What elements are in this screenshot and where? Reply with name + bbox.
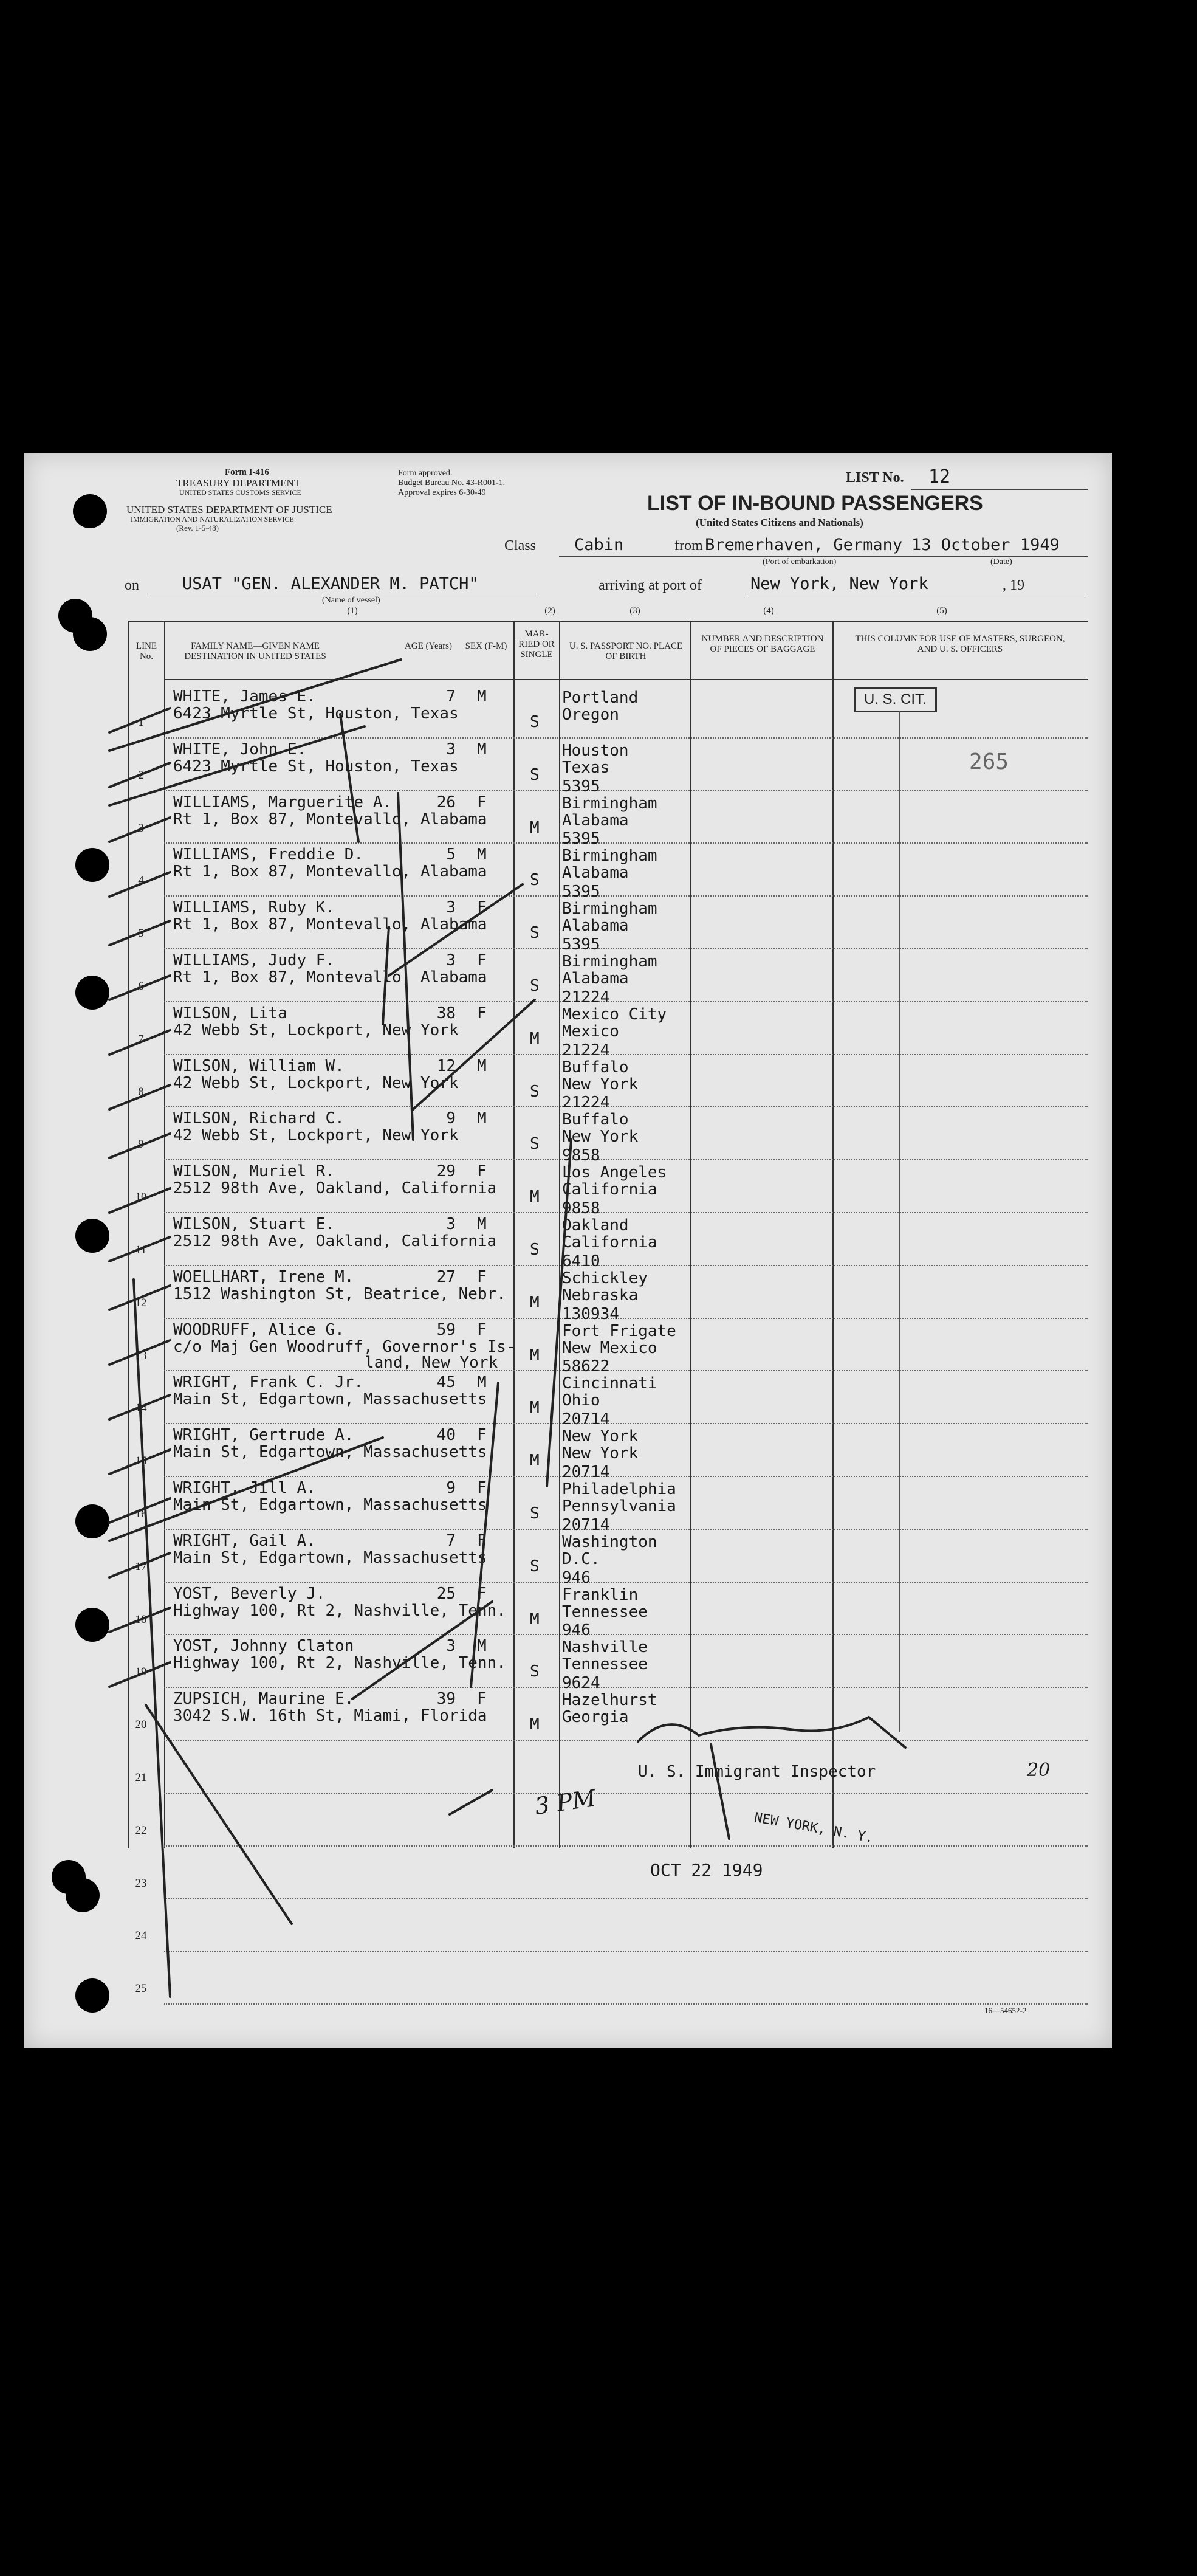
passenger-age: 3 xyxy=(446,740,456,759)
arrival-port: New York, New York xyxy=(750,574,928,593)
passenger-age: 45 xyxy=(436,1373,456,1392)
passenger-marital-status: M xyxy=(530,1452,540,1470)
col-number: (3) xyxy=(629,606,640,616)
line-number: 14 xyxy=(135,1402,147,1415)
col-age: AGE (Years) xyxy=(404,641,453,651)
birth-place-region: Ohio xyxy=(562,1391,600,1410)
passenger-marital-status: S xyxy=(530,924,540,943)
passport-number: 21224 xyxy=(562,1041,610,1059)
passenger-age: 3 xyxy=(446,951,456,969)
dept-ins: IMMIGRATION AND NATURALIZATION SERVICE xyxy=(131,515,294,523)
line-number: 2 xyxy=(138,768,144,782)
col-officers: THIS COLUMN FOR USE OF MASTERS, SURGEON, AND U. S. OFFICERS xyxy=(855,634,1065,654)
passenger-marital-status: S xyxy=(530,1135,540,1154)
passenger-name: WILSON, Richard C. xyxy=(173,1109,345,1128)
form-number: Form I-416 xyxy=(225,467,269,477)
passenger-name: WILSON, Lita xyxy=(173,1004,287,1022)
col-baggage: NUMBER AND DESCRIPTION OF PIECES OF BAGGAGE xyxy=(701,634,824,654)
passenger-sex: M xyxy=(477,1109,487,1128)
list-no-value: 12 xyxy=(928,466,951,487)
birth-place-region: Texas xyxy=(562,758,610,777)
manifest-page xyxy=(24,453,1112,2048)
birth-place-city: Nashville xyxy=(562,1638,648,1657)
passenger-name: WILLIAMS, Marguerite A. xyxy=(173,793,393,811)
passport-number: 5395 xyxy=(562,830,600,849)
passport-number: 9624 xyxy=(562,1674,600,1693)
passenger-age: 38 xyxy=(436,1004,456,1022)
passenger-name: WOODRUFF, Alice G. xyxy=(173,1320,345,1339)
passenger-sex: M xyxy=(477,1637,487,1656)
dept-treasury: TREASURY DEPARTMENT xyxy=(176,477,301,489)
birth-place-region: Alabama xyxy=(562,864,629,883)
dept-justice: UNITED STATES DEPARTMENT OF JUSTICE xyxy=(126,504,332,515)
passenger-sex: F xyxy=(477,1162,487,1181)
passport-number: 58622 xyxy=(562,1357,610,1376)
passenger-address: 2512 98th Ave, Oakland, California xyxy=(173,1232,497,1250)
birth-place-region: New York xyxy=(562,1128,639,1146)
passenger-address: 42 Webb St, Lockport, New York xyxy=(173,1073,459,1092)
col-number: (5) xyxy=(936,606,947,616)
passenger-name: WOELLHART, Irene M. xyxy=(173,1267,354,1286)
passenger-marital-status: M xyxy=(530,1029,540,1048)
birth-place-region: New York xyxy=(562,1444,639,1463)
passport-number: 20714 xyxy=(562,1410,610,1429)
col-number: (4) xyxy=(763,606,774,616)
list-no-label: LIST No. xyxy=(846,470,904,486)
passport-number: 5395 xyxy=(562,935,600,954)
passenger-sex: F xyxy=(477,1267,487,1286)
passenger-sex: F xyxy=(477,1320,487,1339)
passenger-marital-status: M xyxy=(530,1346,540,1365)
passenger-address: Main St, Edgartown, Massachusetts xyxy=(173,1548,487,1567)
passenger-marital-status: S xyxy=(530,977,540,995)
birth-place-city: Philadelphia xyxy=(562,1480,676,1498)
passenger-sex: M xyxy=(477,845,487,864)
col-number: (2) xyxy=(544,606,555,616)
passport-number: 5395 xyxy=(562,777,600,796)
birth-place-city: Hazelhurst xyxy=(562,1691,657,1710)
passport-number: 20714 xyxy=(562,1463,610,1481)
passenger-sex: M xyxy=(477,1056,487,1075)
passenger-sex: F xyxy=(477,1584,487,1603)
birth-place-city: Buffalo xyxy=(562,1058,629,1076)
passenger-age: 7 xyxy=(446,687,456,706)
passport-number: 9858 xyxy=(562,1146,600,1165)
passenger-address: 42 Webb St, Lockport, New York xyxy=(173,1126,459,1145)
passenger-age: 40 xyxy=(436,1426,456,1445)
passenger-age: 12 xyxy=(436,1056,456,1075)
birth-place-region: California xyxy=(562,1180,657,1199)
passport-number: 21224 xyxy=(562,1093,610,1112)
approval-line: Approval expires 6-30-49 xyxy=(398,488,486,497)
passenger-address: Highway 100, Rt 2, Nashville, Tenn. xyxy=(173,1654,506,1673)
birth-place-region: Alabama xyxy=(562,917,629,935)
passenger-address: Main St, Edgartown, Massachusetts xyxy=(173,1443,487,1462)
arriving-label: arriving at port of xyxy=(598,577,702,593)
passport-number: 130934 xyxy=(562,1304,619,1323)
passenger-name: WHITE, John E. xyxy=(173,740,307,759)
passenger-name: WRIGHT, Jill A. xyxy=(173,1479,316,1497)
birth-place-region: California xyxy=(562,1233,657,1252)
passport-number: 946 xyxy=(562,1568,591,1587)
passenger-sex: F xyxy=(477,793,487,811)
line-number: 9 xyxy=(138,1138,144,1151)
page-subtitle: (United States Citizens and Nationals) xyxy=(696,517,863,528)
handwritten-time: 3 PM xyxy=(533,1785,598,1820)
page-title: LIST OF IN-BOUND PASSENGERS xyxy=(647,492,983,515)
line-number: 13 xyxy=(135,1349,147,1362)
birth-place-city: Los Angeles xyxy=(562,1163,667,1182)
passenger-marital-status: M xyxy=(530,1399,540,1417)
embark-date: 13 October 1949 xyxy=(911,536,1060,554)
line-number: 18 xyxy=(135,1613,147,1626)
col-number: (1) xyxy=(347,606,358,616)
line-number: 8 xyxy=(138,1085,144,1098)
col-passport: U. S. PASSPORT NO. PLACE OF BIRTH xyxy=(569,641,683,661)
line-number: 21 xyxy=(135,1771,147,1784)
passenger-marital-status: S xyxy=(530,713,540,731)
birth-place-region: Mexico xyxy=(562,1022,619,1041)
passenger-name: WRIGHT, Gail A. xyxy=(173,1531,316,1550)
line-number: 22 xyxy=(135,1824,147,1837)
line-number: 5 xyxy=(138,927,144,940)
passenger-sex: F xyxy=(477,1004,487,1022)
birth-place-region: New Mexico xyxy=(562,1338,657,1357)
passenger-age: 27 xyxy=(436,1267,456,1286)
passenger-age: 5 xyxy=(446,845,456,864)
line-number: 10 xyxy=(135,1191,147,1204)
passenger-marital-status: M xyxy=(530,1610,540,1628)
passenger-age: 9 xyxy=(446,1479,456,1497)
birth-place-region: Nebraska xyxy=(562,1286,639,1304)
form-footer: 16—54652-2 xyxy=(984,2006,1027,2015)
embark-port: Bremerhaven, Germany xyxy=(705,536,903,554)
dept-customs: UNITED STATES CUSTOMS SERVICE xyxy=(179,488,301,497)
officer-number: 265 xyxy=(969,749,1009,774)
passenger-name: YOST, Johnny Claton xyxy=(173,1637,354,1656)
col-sex: SEX (F-M) xyxy=(465,641,507,651)
birth-place-city: Birmingham xyxy=(562,847,657,866)
line-number: 24 xyxy=(135,1929,147,1943)
passenger-marital-status: S xyxy=(530,871,540,890)
date-caption: (Date) xyxy=(990,557,1012,567)
birth-place-region: Tennessee xyxy=(562,1655,648,1674)
passenger-marital-status: M xyxy=(530,1293,540,1312)
passenger-age: 29 xyxy=(436,1162,456,1181)
passenger-age: 3 xyxy=(446,1637,456,1656)
handwritten-marks xyxy=(24,453,1112,2048)
vessel-name: USAT "GEN. ALEXANDER M. PATCH" xyxy=(182,574,479,593)
passport-number: 20714 xyxy=(562,1515,610,1534)
passenger-sex: F xyxy=(477,898,487,917)
birth-place-region: Alabama xyxy=(562,811,629,830)
birth-place-region: Georgia xyxy=(562,1708,629,1727)
passenger-name: WILLIAMS, Ruby K. xyxy=(173,898,335,917)
passenger-marital-status: M xyxy=(530,1715,540,1734)
class-label: Class xyxy=(504,538,537,554)
birth-place-city: Birmingham xyxy=(562,900,657,918)
form-revision: (Rev. 1-5-48) xyxy=(176,523,219,532)
passenger-sex: M xyxy=(477,1215,487,1233)
passenger-address: Rt 1, Box 87, Montevallo, Alabama xyxy=(173,915,487,934)
passenger-address: Rt 1, Box 87, Montevallo, Alabama xyxy=(173,968,487,987)
passenger-address-cont: land, New York xyxy=(365,1353,498,1372)
passenger-marital-status: S xyxy=(530,1557,540,1576)
passenger-marital-status: S xyxy=(530,1504,540,1523)
passenger-address: Main St, Edgartown, Massachusetts xyxy=(173,1390,487,1409)
birth-place-city: Cincinnati xyxy=(562,1374,657,1393)
line-number: 11 xyxy=(135,1244,147,1256)
handwritten-count: 20 xyxy=(1027,1760,1051,1781)
port-caption: (Port of embarkation) xyxy=(763,557,837,567)
passenger-address: Rt 1, Box 87, Montevallo, Alabama xyxy=(173,810,487,828)
passport-number: 9858 xyxy=(562,1199,600,1217)
passenger-age: 25 xyxy=(436,1584,456,1603)
passenger-marital-status: M xyxy=(530,818,540,837)
passenger-sex: M xyxy=(477,740,487,759)
line-number: 25 xyxy=(135,1982,147,1996)
passenger-name: WILSON, William W. xyxy=(173,1056,345,1075)
passenger-address: Rt 1, Box 87, Montevallo, Alabama xyxy=(173,863,487,881)
passenger-sex: F xyxy=(477,1690,487,1709)
passenger-sex: F xyxy=(477,951,487,969)
approval-line: Form approved. xyxy=(398,469,453,478)
passenger-name: ZUPSICH, Maurine E. xyxy=(173,1690,354,1709)
passenger-marital-status: S xyxy=(530,765,540,784)
passenger-marital-status: S xyxy=(530,1662,540,1681)
passenger-name: WRIGHT, Gertrude A. xyxy=(173,1426,354,1445)
line-number: 3 xyxy=(138,821,144,835)
passenger-age: 3 xyxy=(446,898,456,917)
line-number: 20 xyxy=(135,1718,147,1732)
class-value: Cabin xyxy=(574,536,624,554)
birth-place-region: Alabama xyxy=(562,969,629,988)
passport-number: 6410 xyxy=(562,1252,600,1270)
passenger-name: WILSON, Muriel R. xyxy=(173,1162,335,1181)
line-number: 4 xyxy=(138,874,144,887)
passenger-marital-status: S xyxy=(530,1241,540,1259)
passport-number: 5395 xyxy=(562,883,600,901)
line-number: 23 xyxy=(135,1876,147,1890)
birth-place-city: Mexico City xyxy=(562,1005,667,1024)
passenger-address: 6423 Myrtle St, Houston, Texas xyxy=(173,757,459,776)
col-name: FAMILY NAME—GIVEN NAME DESTINATION IN UNITED STATES xyxy=(184,641,326,661)
birth-place-region: D.C. xyxy=(562,1549,600,1568)
inspector-date-stamp: OCT 22 1949 xyxy=(650,1860,763,1880)
inspector-city-stamp: NEW YORK, N. Y. xyxy=(753,1810,875,1847)
birth-place-city: Schickley xyxy=(562,1269,648,1287)
passenger-marital-status: S xyxy=(530,1082,540,1101)
on-label: on xyxy=(125,577,139,593)
passenger-sex: F xyxy=(477,1531,487,1550)
passenger-name: WILLIAMS, Judy F. xyxy=(173,951,335,969)
us-citizen-stamp: U. S. CIT. xyxy=(854,687,937,712)
passenger-address: 2512 98th Ave, Oakland, California xyxy=(173,1179,497,1198)
passenger-address: 1512 Washington St, Beatrice, Nebr. xyxy=(173,1284,506,1303)
passenger-age: 26 xyxy=(436,793,456,811)
passport-number: 946 xyxy=(562,1621,591,1640)
birth-place-city: Birmingham xyxy=(562,794,657,813)
vessel-caption: (Name of vessel) xyxy=(322,596,380,605)
from-label: from xyxy=(674,538,703,554)
passenger-age: 3 xyxy=(446,1215,456,1233)
passenger-name: WHITE, James E. xyxy=(173,687,316,706)
passenger-name: WRIGHT, Frank C. Jr. xyxy=(173,1373,364,1392)
birth-place-city: Franklin xyxy=(562,1585,639,1604)
line-number: 17 xyxy=(135,1560,147,1573)
passenger-sex: M xyxy=(477,687,487,706)
line-number: 6 xyxy=(138,980,144,993)
line-number: 16 xyxy=(135,1507,147,1520)
passenger-address: 6423 Myrtle St, Houston, Texas xyxy=(173,704,459,723)
birth-place-region: Pennsylvania xyxy=(562,1497,676,1515)
inspector-caption: U. S. Immigrant Inspector xyxy=(638,1763,876,1781)
passenger-sex: M xyxy=(477,1373,487,1392)
birth-place-city: Washington xyxy=(562,1532,657,1551)
passenger-name: WILSON, Stuart E. xyxy=(173,1215,335,1233)
birth-place-city: Birmingham xyxy=(562,952,657,971)
passenger-age: 39 xyxy=(436,1690,456,1709)
birth-place-region: New York xyxy=(562,1075,639,1093)
line-number: 1 xyxy=(138,716,144,729)
passport-number: 21224 xyxy=(562,988,610,1007)
passenger-address: 3042 S.W. 16th St, Miami, Florida xyxy=(173,1707,487,1726)
passenger-address: 42 Webb St, Lockport, New York xyxy=(173,1021,459,1039)
birth-place-city: Houston xyxy=(562,741,629,760)
year-suffix: , 19 xyxy=(1003,577,1024,593)
passenger-age: 9 xyxy=(446,1109,456,1128)
passenger-address: Main St, Edgartown, Massachusetts xyxy=(173,1496,487,1514)
birth-place-city: Fort Frigate xyxy=(562,1321,676,1340)
passenger-name: YOST, Beverly J. xyxy=(173,1584,326,1603)
passenger-sex: F xyxy=(477,1426,487,1445)
birth-place-region: Tennessee xyxy=(562,1602,648,1621)
passenger-age: 59 xyxy=(436,1320,456,1339)
passenger-address: Highway 100, Rt 2, Nashville, Tenn. xyxy=(173,1601,506,1620)
approval-line: Budget Bureau No. 43-R001-1. xyxy=(398,478,506,487)
passenger-sex: F xyxy=(477,1479,487,1497)
passenger-address: c/o Maj Gen Woodruff, Governor's Is- xyxy=(173,1337,516,1356)
line-number: 12 xyxy=(135,1296,147,1309)
passenger-marital-status: M xyxy=(530,1188,540,1207)
col-married: MAR- RIED OR SINGLE xyxy=(518,629,555,659)
birth-place-city: Buffalo xyxy=(562,1111,629,1129)
col-line-no: LINE No. xyxy=(135,641,157,661)
line-number: 7 xyxy=(138,1032,144,1045)
birth-place-city: New York xyxy=(562,1427,639,1446)
line-number: 15 xyxy=(135,1455,147,1468)
birth-place-city: Portland xyxy=(562,689,639,707)
line-number: 19 xyxy=(135,1665,147,1679)
birth-place-city: Oakland xyxy=(562,1216,629,1235)
passenger-name: WILLIAMS, Freddie D. xyxy=(173,845,364,864)
passenger-age: 7 xyxy=(446,1531,456,1550)
birth-place-region: Oregon xyxy=(562,706,619,724)
